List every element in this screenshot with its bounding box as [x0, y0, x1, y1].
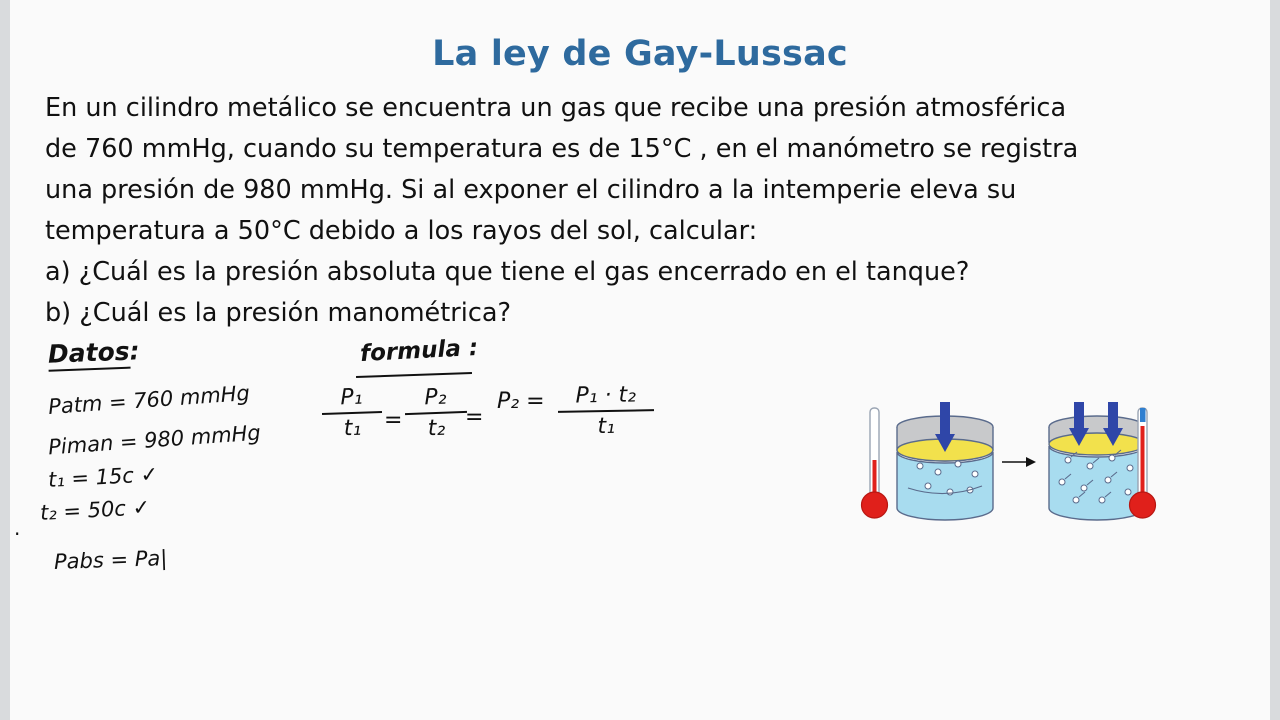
formula-heading-underline	[356, 372, 472, 378]
slide-canvas	[10, 0, 1270, 720]
thermometer-left-icon	[862, 408, 888, 518]
fraction-p2-over-t2	[404, 384, 468, 442]
p2-label: P₂ =	[497, 389, 545, 414]
statement-line: En un cilindro metálico se encuentra un gas que recibe una presión atmosférica	[45, 93, 1067, 123]
datos-heading-colon: :	[129, 336, 141, 366]
datos-line-pabs: Pabs = Pa|	[53, 546, 168, 574]
page-title: La ley de Gay-Lussac	[432, 34, 848, 74]
datos-line-piman: Piman = 980 mmHg	[47, 420, 262, 460]
datos-heading-text: Datos	[47, 337, 130, 372]
statement-line: de 760 mmHg, cuando su temperatura es de 15°C , en el manómetro se registra	[45, 134, 1079, 164]
statement-line: una presión de 980 mmHg. Si al exponer el cilindro a la intemperie eleva su	[45, 175, 1017, 205]
datos-heading	[47, 336, 140, 371]
fraction-bar	[558, 409, 654, 413]
statement-question-a: a) ¿Cuál es la presión absoluta que tiene el gas encerrado en el tanque?	[45, 257, 970, 287]
statement-question-b: b) ¿Cuál es la presión manométrica?	[45, 298, 511, 328]
datos-line-t2: t₂ = 50c ✓	[39, 495, 151, 525]
transition-arrow-icon	[1002, 457, 1036, 467]
right-edge-bar	[1270, 0, 1280, 720]
margin-dot: .	[14, 516, 21, 540]
datos-line-t1: t₁ = 15c ✓	[47, 462, 159, 492]
fraction-p1-over-t1	[321, 384, 383, 442]
equals-sign-1: =	[384, 408, 403, 433]
statement-line: temperatura a 50°C debido a los rayos del sol, calcular:	[45, 216, 758, 246]
problem-statement	[45, 88, 1240, 334]
equals-sign-2: =	[465, 405, 484, 430]
left-edge-bar	[0, 0, 10, 720]
fraction-denominator: t₂	[427, 415, 446, 442]
fraction-numerator: P₁	[339, 384, 363, 411]
fraction-denominator: t₁	[343, 415, 362, 442]
fraction-p1t2-over-t1	[558, 382, 655, 440]
cylinder-left	[897, 402, 993, 520]
fraction-denominator: t₁	[597, 413, 616, 440]
formula-heading: formula :	[359, 334, 479, 368]
gas-cylinder-diagram	[850, 400, 1170, 540]
fraction-numerator: P₁ · t₂	[575, 382, 637, 409]
fraction-numerator: P₂	[423, 384, 447, 411]
datos-line-patm: Patm = 760 mmHg	[47, 380, 251, 420]
